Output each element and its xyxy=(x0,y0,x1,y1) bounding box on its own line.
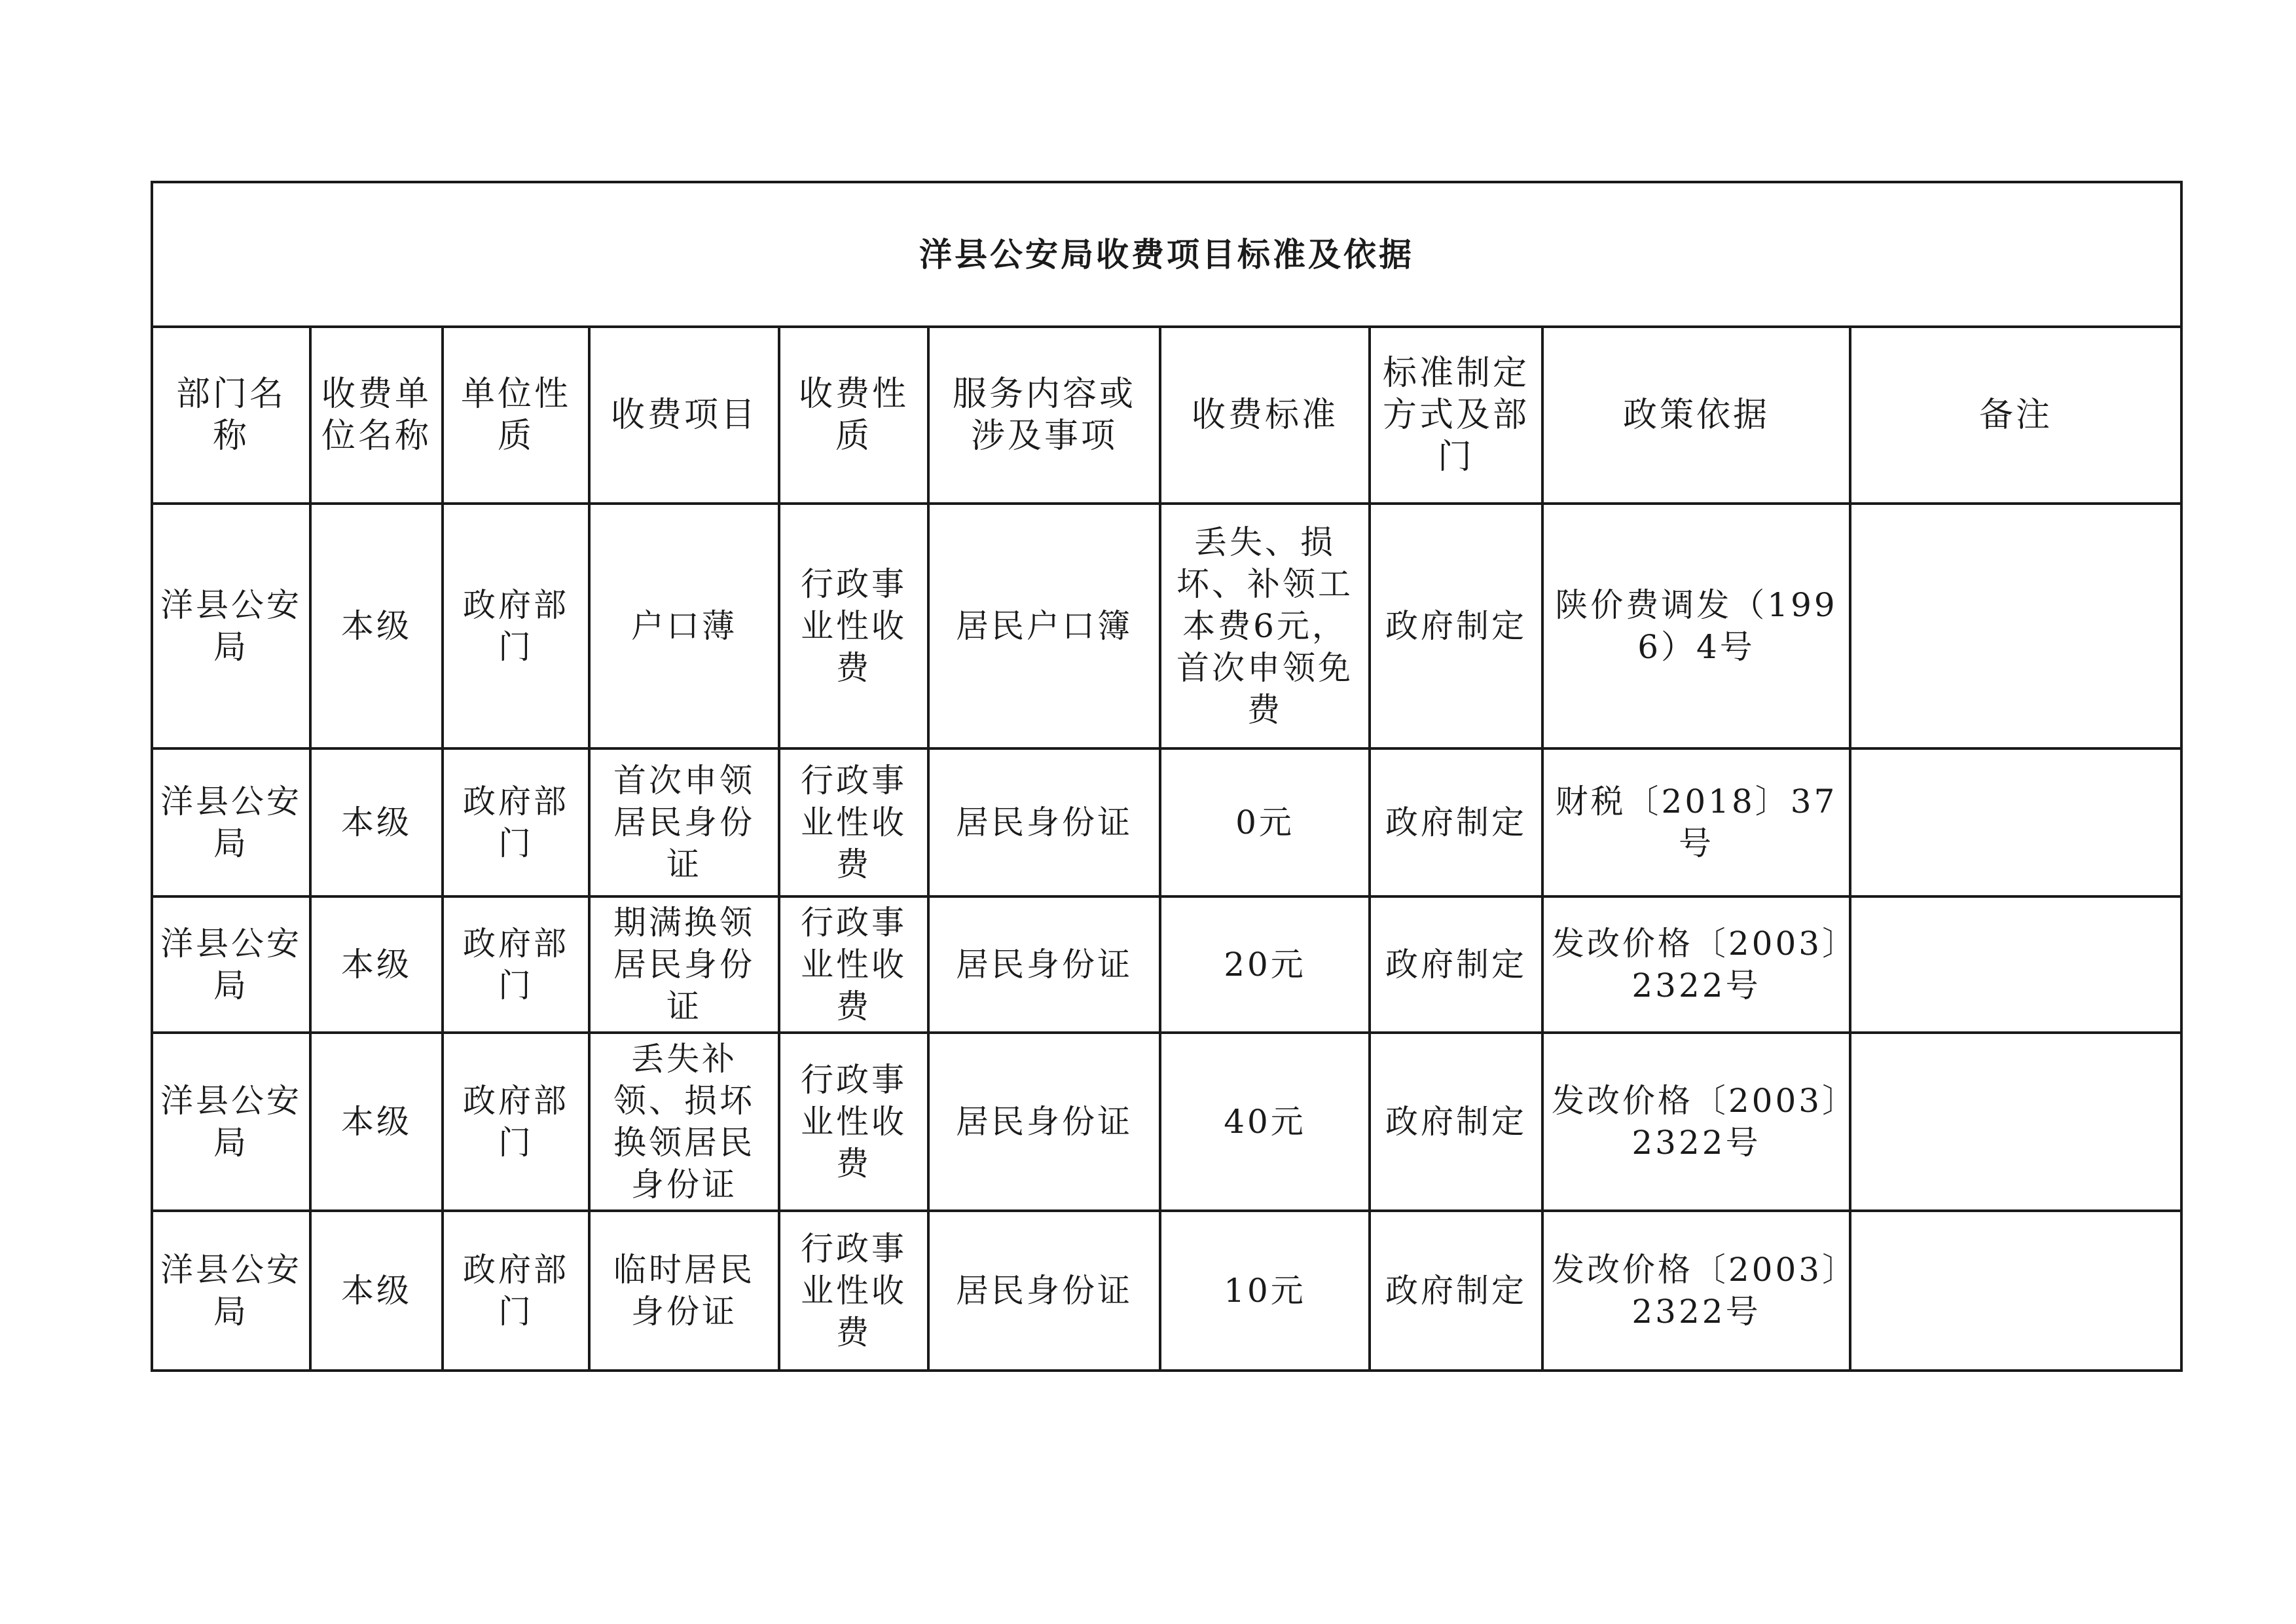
cell-department: 洋县公安局 xyxy=(152,896,310,1033)
cell-nature: 行政事业性收费 xyxy=(779,1033,928,1211)
header-nature: 收费性质 xyxy=(779,327,928,504)
cell-standard: 丢失、损坏、补领工本费6元，首次申领免费 xyxy=(1160,504,1370,748)
cell-standard: 10元 xyxy=(1160,1211,1370,1371)
cell-item: 户口薄 xyxy=(589,504,779,748)
cell-basis: 陕价费调发（1996）4号 xyxy=(1542,504,1850,748)
cell-service: 居民身份证 xyxy=(928,748,1160,896)
cell-nature: 行政事业性收费 xyxy=(779,504,928,748)
cell-standard: 0元 xyxy=(1160,748,1370,896)
cell-standard: 40元 xyxy=(1160,1033,1370,1211)
cell-unit-type: 政府部门 xyxy=(443,748,589,896)
header-method: 标准制定方式及部门 xyxy=(1370,327,1542,504)
cell-method: 政府制定 xyxy=(1370,504,1542,748)
cell-item: 期满换领居民身份证 xyxy=(589,896,779,1033)
cell-department: 洋县公安局 xyxy=(152,504,310,748)
cell-unit-type: 政府部门 xyxy=(443,1211,589,1371)
table-row xyxy=(152,1211,2181,1371)
cell-unit: 本级 xyxy=(310,1033,443,1211)
cell-item: 临时居民身份证 xyxy=(589,1211,779,1371)
cell-unit-type: 政府部门 xyxy=(443,1033,589,1211)
cell-item: 首次申领居民身份证 xyxy=(589,748,779,896)
cell-method: 政府制定 xyxy=(1370,1033,1542,1211)
cell-department: 洋县公安局 xyxy=(152,1211,310,1371)
cell-method: 政府制定 xyxy=(1370,748,1542,896)
cell-department: 洋县公安局 xyxy=(152,1033,310,1211)
cell-basis: 发改价格〔2003〕2322号 xyxy=(1542,1211,1850,1371)
cell-method: 政府制定 xyxy=(1370,1211,1542,1371)
header-basis: 政策依据 xyxy=(1542,327,1850,504)
cell-nature: 行政事业性收费 xyxy=(779,896,928,1033)
cell-item: 丢失补领、损坏换领居民身份证 xyxy=(589,1033,779,1211)
fee-table-sheet xyxy=(151,181,2180,1352)
cell-nature: 行政事业性收费 xyxy=(779,748,928,896)
cell-basis: 发改价格〔2003〕2322号 xyxy=(1542,1033,1850,1211)
header-unit-type: 单位性质 xyxy=(443,327,589,504)
fee-table xyxy=(151,181,2183,1372)
table-row xyxy=(152,504,2181,748)
cell-service: 居民身份证 xyxy=(928,1033,1160,1211)
cell-method: 政府制定 xyxy=(1370,896,1542,1033)
cell-unit: 本级 xyxy=(310,1211,443,1371)
cell-department: 洋县公安局 xyxy=(152,748,310,896)
header-department: 部门名称 xyxy=(152,327,310,504)
header-remark: 备注 xyxy=(1850,327,2181,504)
cell-basis: 发改价格〔2003〕2322号 xyxy=(1542,896,1850,1033)
table-row xyxy=(152,1033,2181,1211)
header-item: 收费项目 xyxy=(589,327,779,504)
cell-unit: 本级 xyxy=(310,896,443,1033)
header-unit: 收费单位名称 xyxy=(310,327,443,504)
cell-nature: 行政事业性收费 xyxy=(779,1211,928,1371)
cell-remark xyxy=(1850,896,2181,1033)
cell-service: 居民身份证 xyxy=(928,896,1160,1033)
cell-service: 居民户口簿 xyxy=(928,504,1160,748)
table-row xyxy=(152,748,2181,896)
header-row xyxy=(152,327,2181,504)
cell-basis: 财税〔2018〕37号 xyxy=(1542,748,1850,896)
header-standard: 收费标准 xyxy=(1160,327,1370,504)
cell-unit: 本级 xyxy=(310,748,443,896)
page-title: 洋县公安局收费项目标准及依据 xyxy=(152,182,2181,327)
header-service: 服务内容或涉及事项 xyxy=(928,327,1160,504)
cell-remark xyxy=(1850,748,2181,896)
cell-unit-type: 政府部门 xyxy=(443,504,589,748)
cell-remark xyxy=(1850,1033,2181,1211)
cell-service: 居民身份证 xyxy=(928,1211,1160,1371)
cell-standard: 20元 xyxy=(1160,896,1370,1033)
cell-remark xyxy=(1850,1211,2181,1371)
cell-unit: 本级 xyxy=(310,504,443,748)
cell-remark xyxy=(1850,504,2181,748)
table-row xyxy=(152,896,2181,1033)
cell-unit-type: 政府部门 xyxy=(443,896,589,1033)
